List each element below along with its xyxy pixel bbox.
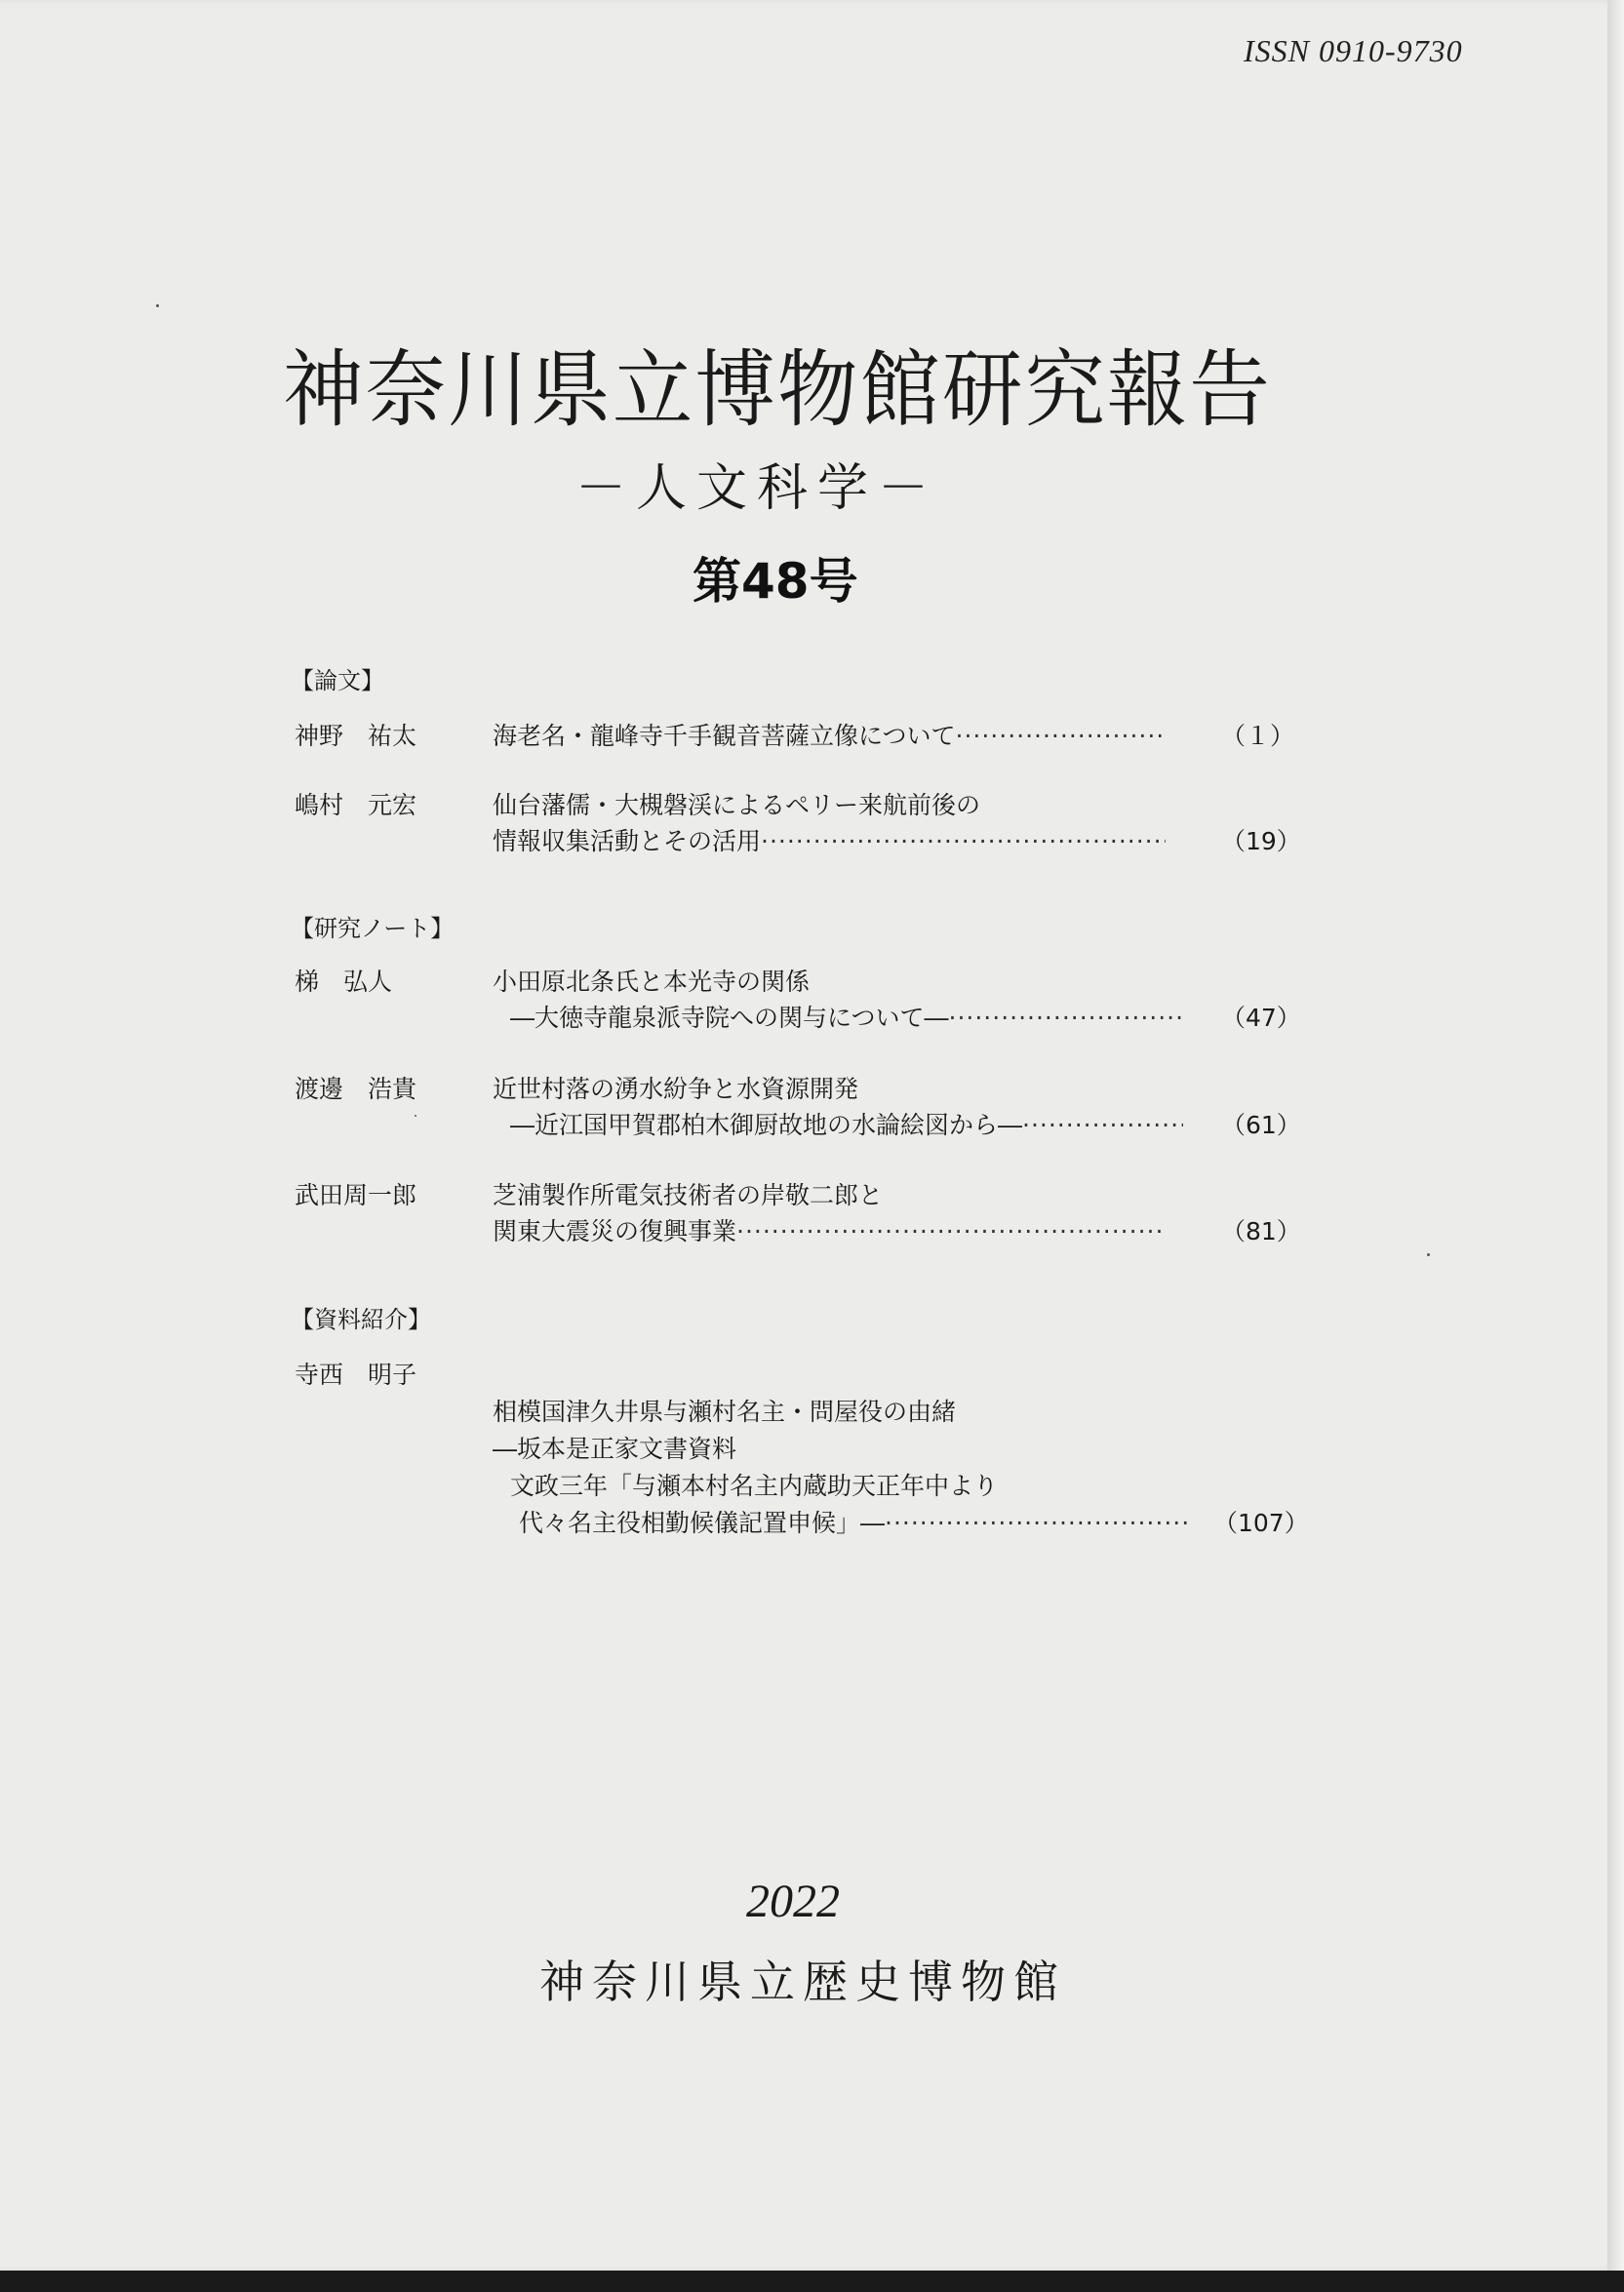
journal-title: 神奈川県立博物館研究報告 xyxy=(283,341,1272,439)
entry-page-number: （１） xyxy=(1221,722,1295,750)
section-heading-material-introduction: 【資料紹介】 xyxy=(291,1306,431,1333)
entry-page-number: （61） xyxy=(1221,1111,1301,1139)
entry-author: 渡邊 浩貴 xyxy=(295,1075,417,1103)
entry-page-number: （81） xyxy=(1221,1217,1301,1245)
entry-title-line: ―坂本是正家文書資料 xyxy=(493,1435,737,1463)
page-edge xyxy=(1607,0,1624,2271)
entry-title-line: 情報収集活動とその活用 ····· xyxy=(493,822,1166,857)
entry-title-line: ―近江国甲賀郡柏木御厨故地の水論絵図から― ····· xyxy=(510,1106,1183,1141)
entry-page-number: （19） xyxy=(1221,827,1301,855)
publisher-name: 神奈川県立歴史博物館 xyxy=(539,1956,1066,2008)
issn-number: ISSN 0910-9730 xyxy=(1244,33,1463,68)
entry-title-line: 文政三年「与瀬本村名主内蔵助天正年中より xyxy=(510,1472,999,1500)
issue-number: 第48号 xyxy=(693,553,858,610)
entry-title-line: 小田原北条氏と本光寺の関係 xyxy=(493,968,811,996)
entry-title-line: 関東大震災の復興事業 ····· xyxy=(493,1212,1166,1247)
section-heading-papers: 【論文】 xyxy=(291,667,384,694)
section-heading-research-notes: 【研究ノート】 xyxy=(291,915,455,942)
entry-author: 嶋村 元宏 xyxy=(295,791,417,819)
entry-title-line: 海老名・龍峰寺千手観音菩薩立像について ····· xyxy=(493,717,1166,752)
scan-speck xyxy=(415,1115,416,1117)
entry-title-line: 近世村落の湧水紛争と水資源開発 xyxy=(493,1075,859,1103)
entry-title-line: ―大徳寺龍泉派寺院への関与について― ····· xyxy=(510,999,1183,1034)
scan-speck xyxy=(156,304,159,307)
journal-subtitle: －人文科学－ xyxy=(575,459,939,518)
entry-author: 寺西 明子 xyxy=(295,1361,417,1389)
entry-author: 梯 弘人 xyxy=(295,968,393,996)
entry-title-line: 相模国津久井県与瀬村名主・問屋役の由緒 xyxy=(493,1398,957,1426)
scan-speck xyxy=(1427,1253,1430,1256)
entry-author: 武田周一郎 xyxy=(295,1181,417,1209)
entry-title-line: 芝浦製作所電気技術者の岸敬二郎と xyxy=(493,1181,884,1209)
publication-year: 2022 xyxy=(746,1876,840,1927)
entry-page-number: （107） xyxy=(1213,1509,1309,1537)
entry-title-line: 代々名主役相勤候儀記置申候」― ····· xyxy=(519,1504,1192,1539)
entry-title-line: 仙台藩儒・大槻磐渓によるペリー来航前後の xyxy=(493,791,981,819)
entry-author: 神野 祐太 xyxy=(295,722,417,750)
entry-page-number: （47） xyxy=(1221,1004,1301,1032)
